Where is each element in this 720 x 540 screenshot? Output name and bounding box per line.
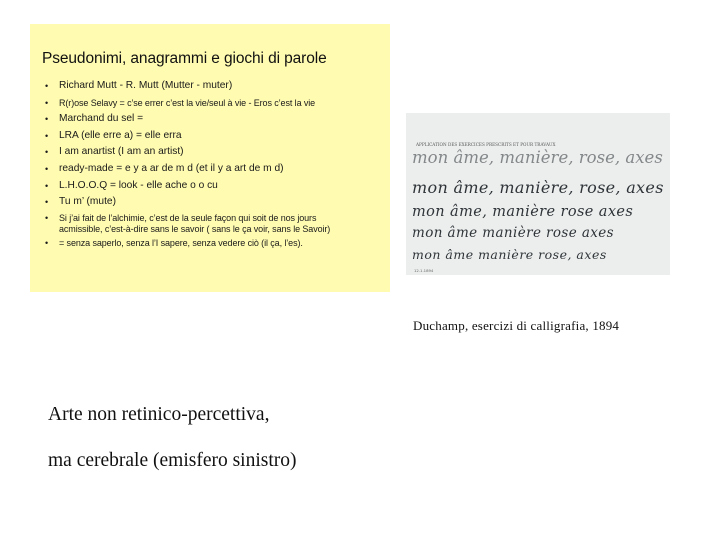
- bullet-icon: •: [45, 163, 49, 174]
- calligraphy-row-3: mon âme, manière rose axes: [412, 204, 634, 220]
- bullet-icon: •: [45, 147, 49, 158]
- calligraphy-row-4: mon âme manière rose axes: [412, 225, 614, 241]
- calligraphy-row-5: mon âme manière rose, axes: [412, 247, 607, 262]
- image-caption: Duchamp, esercizi di calligrafia, 1894: [413, 318, 620, 333]
- list-item: • Marchand du sel =: [45, 113, 144, 125]
- list-item: • Si j’ai fait de l’alchimie, c’est de la seule façon qui soit de nos jours acmissible, c’est-à-dire sans le savoir ( sans le ça voir, sans le Savoir): [45, 212, 331, 234]
- bullet-icon: •: [45, 180, 49, 191]
- list-item: • R(r)ose Selavy = c’se errer c’est la vie/seul à vie - Eros c’est la vie: [45, 97, 316, 108]
- calligraphy-header: APPLICATION DES EXERCICES PRESCRITS ET POUR TRAVAUX: [416, 142, 556, 147]
- panel-title: Pseudonimi, anagrammi e giochi di parole: [42, 50, 327, 67]
- bullet-icon: •: [45, 212, 49, 223]
- list-item: • Tu m’ (mute): [45, 196, 116, 208]
- calligraphy-image: [406, 113, 670, 275]
- anagram-list: [42, 80, 380, 249]
- list-item: • L.H.O.O.Q = look - elle ache o o cu: [45, 179, 218, 191]
- calligraphy-row-1: mon âme, manière, rose, axes: [412, 148, 664, 167]
- list-item: • Richard Mutt - R. Mutt (Mutter - muter): [45, 80, 233, 91]
- bullet-icon: •: [45, 81, 49, 91]
- bullet-icon: •: [45, 197, 49, 208]
- list-item: • LRA (elle erre a) = elle erra: [45, 129, 182, 141]
- anagram-panel: [30, 24, 390, 292]
- bullet-icon: •: [45, 114, 49, 125]
- bullet-icon: •: [45, 97, 49, 108]
- calligraphy-date: 12.1.1894: [414, 268, 434, 273]
- calligraphy-sheet: [406, 113, 670, 275]
- body-text-line-1: Arte non retinico-percettiva,: [48, 404, 270, 425]
- calligraphy-row-2: mon âme, manière, rose, axes: [412, 178, 664, 197]
- bullet-icon: •: [45, 130, 49, 141]
- list-item: • I am anartist (I am an artist): [45, 146, 184, 158]
- body-text-line-2: ma cerebrale (emisfero sinistro): [48, 450, 297, 471]
- list-item: • = senza saperlo, senza l’I sapere, senza vedere ciò (il ça, l’es).: [45, 237, 303, 248]
- list-item: • ready-made = e y a ar de m d (et il y a art de m d): [45, 162, 284, 174]
- bullet-icon: •: [45, 237, 49, 248]
